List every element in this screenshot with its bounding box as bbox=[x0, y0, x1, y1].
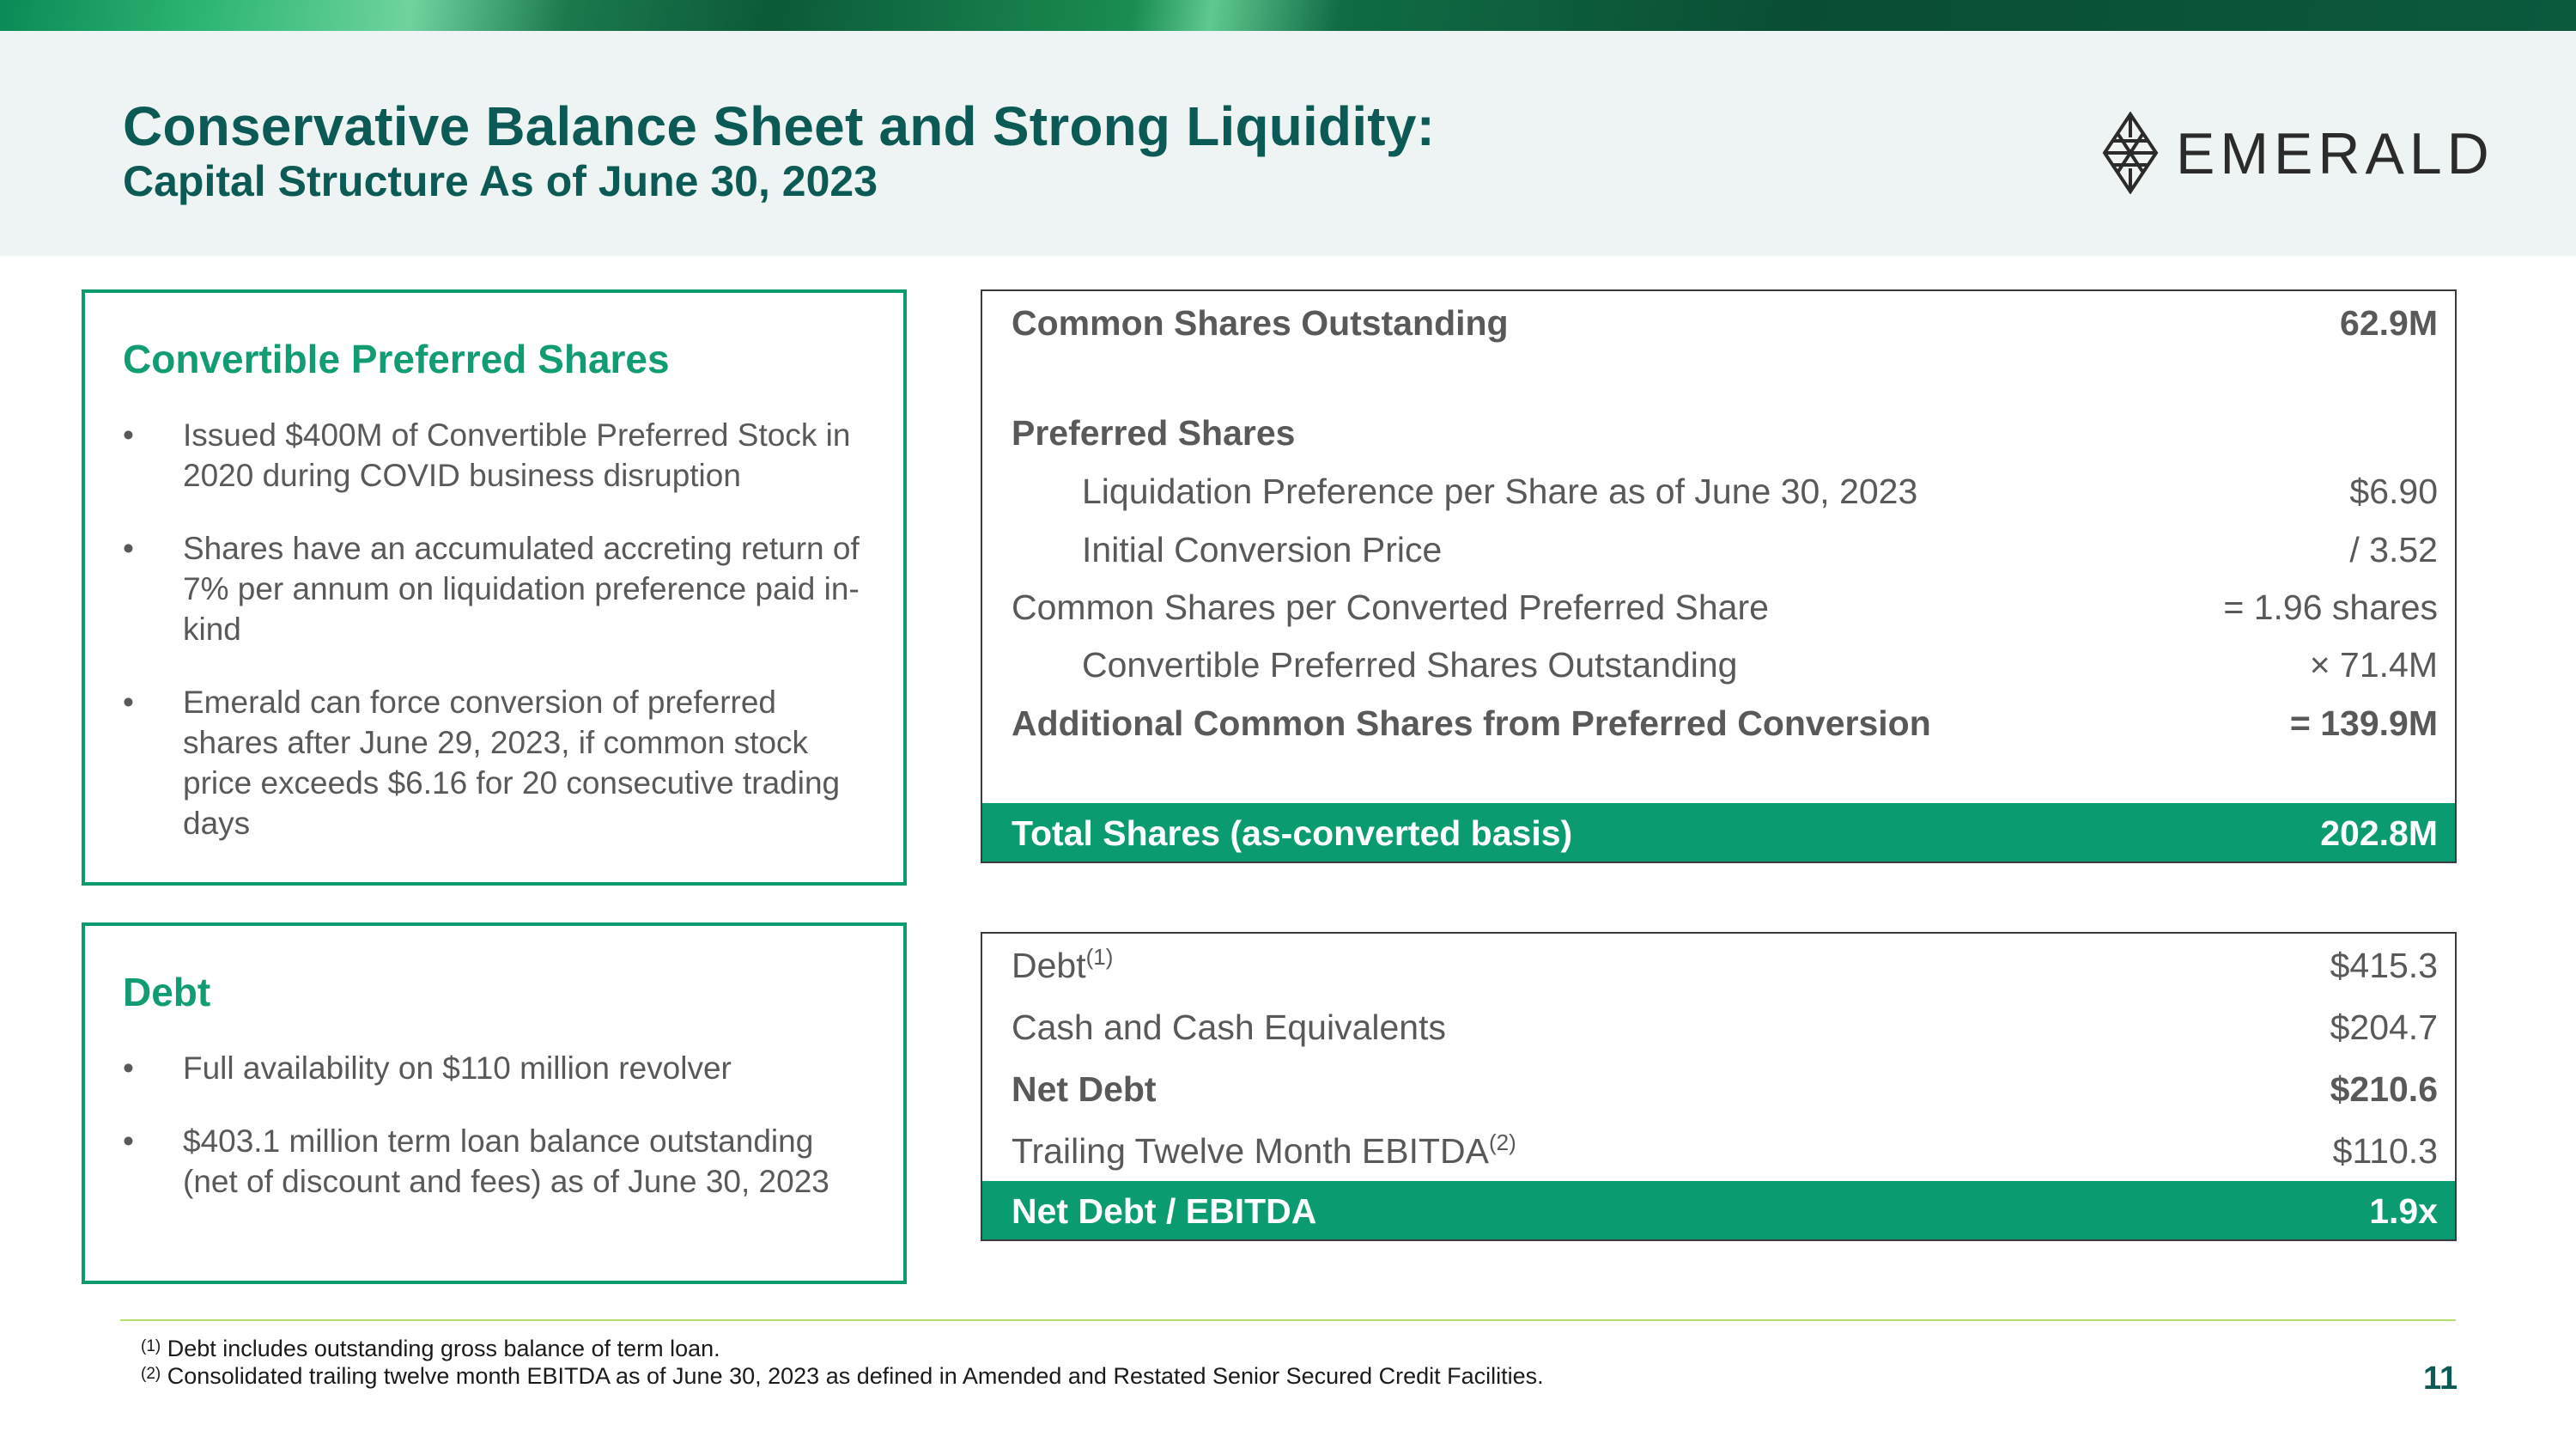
table-row bbox=[982, 941, 2455, 992]
footnote-marker: (1) bbox=[1085, 944, 1114, 970]
footnote-marker: (2) bbox=[1488, 1129, 1516, 1155]
total-value: 1.9x bbox=[2369, 1191, 2438, 1231]
debt-table bbox=[981, 932, 2457, 1241]
shares-table bbox=[981, 289, 2457, 863]
row-value: $210.6 bbox=[2330, 1069, 2438, 1109]
row-label: Cash and Cash Equivalents bbox=[1012, 1008, 1446, 1047]
bullet-icon: • bbox=[123, 531, 134, 566]
slide-title: Conservative Balance Sheet and Strong Liquidity: bbox=[123, 95, 1436, 157]
table-row bbox=[982, 466, 2455, 518]
row-value: $415.3 bbox=[2330, 946, 2438, 985]
row-value: $110.3 bbox=[2332, 1131, 2438, 1171]
table-row bbox=[982, 525, 2455, 576]
footnote-2: $^{(2)}$ Consolidated trailing twelve month EBITDA as of June 30, 2023 as defined in Amended and Restated Senior Secured Credit Facilities. bbox=[141, 1363, 1544, 1389]
total-label: Total Shares (as-converted basis) bbox=[1012, 813, 1573, 853]
row-label: Net Debt bbox=[1012, 1069, 1157, 1109]
table-row bbox=[982, 1064, 2455, 1116]
row-value: = 1.96 shares bbox=[2223, 588, 2438, 627]
row-label: Preferred Shares bbox=[1012, 413, 1296, 453]
debt-bullets bbox=[123, 1048, 861, 1234]
list-item: • Full availability on $110 million revolver bbox=[123, 1048, 861, 1088]
table-row bbox=[982, 1002, 2455, 1054]
row-label: Initial Conversion Price bbox=[1082, 530, 1443, 569]
table-row bbox=[982, 582, 2455, 634]
table-row bbox=[982, 1126, 2455, 1178]
row-label: Debt$^{(1)}$ bbox=[1012, 944, 1114, 985]
list-item: • Issued $400M of Convertible Preferred Stock in 2020 during COVID business disruption bbox=[123, 415, 861, 496]
row-value: = 139.9M bbox=[2289, 703, 2438, 743]
row-value: $204.7 bbox=[2330, 1008, 2438, 1047]
row-value: × 71.4M bbox=[2309, 645, 2438, 685]
table-row bbox=[982, 298, 2455, 350]
row-label: Trailing Twelve Month EBITDA$^{(2)}$ bbox=[1012, 1129, 1516, 1171]
row-value: $6.90 bbox=[2349, 472, 2438, 511]
footnotes bbox=[141, 1335, 1544, 1390]
list-item: • Emerald can force conversion of preferred shares after June 29, 2023, if common stock price exceeds $6.16 for 20 consecutive trading days bbox=[123, 682, 861, 843]
row-value: / 3.52 bbox=[2349, 530, 2438, 569]
total-row bbox=[982, 1181, 2455, 1239]
emerald-gem-icon bbox=[2102, 112, 2159, 194]
page-number: 11 bbox=[2423, 1361, 2458, 1397]
top-gradient-bar bbox=[0, 0, 2576, 31]
row-label: Liquidation Preference per Share as of June 30, 2023 bbox=[1082, 472, 1918, 511]
logo-wordmark: EMERALD bbox=[2176, 121, 2494, 186]
bullet-icon: • bbox=[123, 417, 134, 453]
list-item: • Shares have an accumulated accreting return of 7% per annum on liquidation preference paid in-kind bbox=[123, 528, 861, 649]
footer-divider bbox=[120, 1319, 2456, 1321]
debt-heading: Debt bbox=[123, 970, 211, 1014]
table-row bbox=[982, 408, 2455, 460]
row-label: Convertible Preferred Shares Outstanding bbox=[1082, 645, 1738, 685]
convertible-preferred-bullets bbox=[123, 415, 861, 876]
row-value: 62.9M bbox=[2340, 303, 2438, 343]
row-label: Additional Common Shares from Preferred Conversion bbox=[1012, 703, 1931, 743]
bullet-icon: • bbox=[123, 1123, 134, 1159]
total-value: 202.8M bbox=[2320, 813, 2438, 853]
table-row bbox=[982, 698, 2455, 750]
bullet-icon: • bbox=[123, 685, 134, 720]
convertible-preferred-heading: Convertible Preferred Shares bbox=[123, 337, 670, 381]
row-label: Common Shares per Converted Preferred Share bbox=[1012, 588, 1769, 627]
list-item: • $403.1 million term loan balance outstanding (net of discount and fees) as of June 30, 2023 bbox=[123, 1121, 861, 1202]
total-label: Net Debt / EBITDA bbox=[1012, 1191, 1317, 1231]
debt-box bbox=[82, 922, 907, 1284]
table-row bbox=[982, 640, 2455, 691]
convertible-preferred-box bbox=[82, 289, 907, 886]
bullet-icon: • bbox=[123, 1050, 134, 1086]
slide-subtitle: Capital Structure As of June 30, 2023 bbox=[123, 157, 878, 205]
row-label: Common Shares Outstanding bbox=[1012, 303, 1509, 343]
footnote-1: $^{(1)}$ Debt includes outstanding gross balance of term loan. bbox=[141, 1336, 720, 1361]
total-row bbox=[982, 803, 2455, 861]
